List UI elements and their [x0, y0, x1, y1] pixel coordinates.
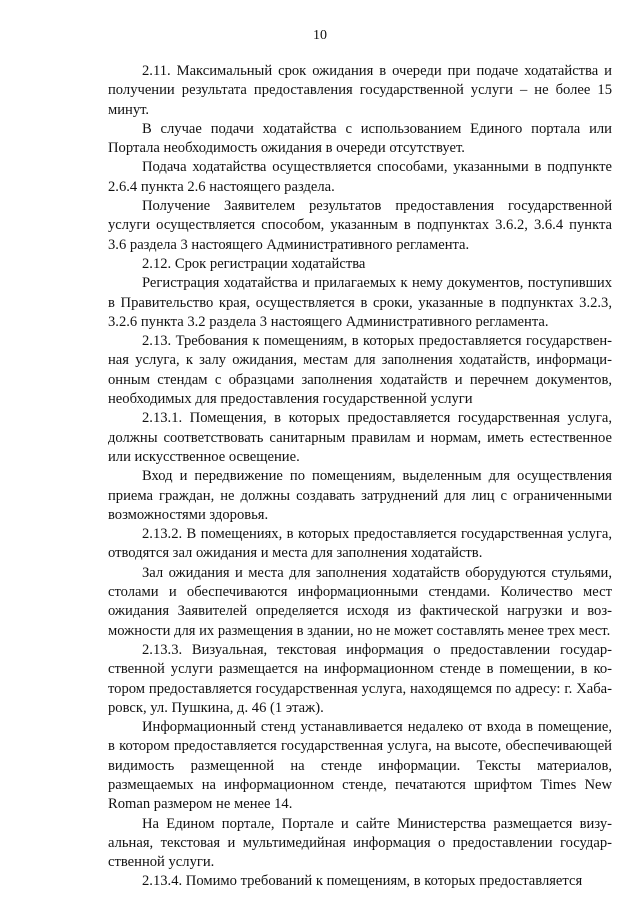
document-body [108, 62, 612, 892]
section-heading: 2.13. Требования к помещениям, в которых предоставляется государственная услуга, к залу ожидания, местам для заполнения ходатайств, информационным стендам с образцами заполнения ходатайств и перечнем документов, необходимых для предоставления государственной услуги [108, 333, 612, 408]
paragraph: Регистрация ходатайства и прилагаемых к нему документов, поступивших в Правительство края, осуществляется в сроки, указанные в подпунктах 3.2.3, 3.2.6 пункта 3.2 раздела 3 настоящего Административного регламента. [108, 275, 612, 330]
paragraph: Получение Заявителем результатов предоставления государственной услуги осуществляется способом, указанным в подпунктах 3.6.2, 3.6.4 пункта 3.6 раздела 3 настоящего Административного регламента. [108, 198, 612, 253]
paragraph: Вход и передвижение по помещениям, выделенным для осуществления приема граждан, не должны создавать затруднений для лиц с ограниченными возможностями здоровья. [108, 468, 612, 523]
paragraph: Зал ожидания и места для заполнения ходатайств оборудуются стульями, столами и обеспечиваются информационными стендами. Количество мест ожидания Заявителей определяется исходя из фактической нагрузки и возможности для их размещения в здании, но не может составлять менее трех мест. [108, 564, 612, 639]
paragraph: 2.13.1. Помещения, в которых предоставляется государственная услуга, должны соответствовать санитарным правилам и нормам, иметь естественное или искусственное освещение. [108, 410, 612, 465]
section-heading: 2.12. Срок регистрации ходатайства [142, 255, 366, 272]
paragraph: 2.11. Максимальный срок ожидания в очереди при подаче ходатайства и получении результата предоставления государственной услуги – не более 15 минут. [108, 63, 612, 118]
paragraph: 2.13.3. Визуальная, текстовая информация о предоставлении государственной услуги размещается на информационном стенде в помещении, в котором предоставляется государственная услуга, находящемся по адресу: г. Хабаровск, ул. Пушкина, д. 46 (1 этаж). [108, 641, 612, 716]
paragraph: В случае подачи ходатайства с использованием Единого портала или Портала необходимость ожидания в очереди отсутствует. [108, 120, 612, 157]
page-number: 10 [313, 28, 327, 43]
paragraph: На Едином портале, Портале и сайте Министерства размещается визуальная, текстовая и мультимедийная информация о предоставлении государственной услуги. [108, 815, 612, 871]
paragraph: 2.13.4. Помимо требований к помещениям, в которых предоставляется [142, 873, 583, 890]
paragraph: 2.13.2. В помещениях, в которых предоставляется государственная услуга, отводятся зал ожидания и места для заполнения ходатайств. [108, 526, 612, 562]
paragraph: Информационный стенд устанавливается недалеко от входа в помещение, в котором предоставляется государственная услуга, на высоте, обеспечивающей видимость размещенной на стенде информации. Тексты материалов, размещаемых на информационном стенде, печатаются шрифтом Times New Roman размером не менее 14. [108, 719, 612, 813]
paragraph: Подача ходатайства осуществляется способами, указанными в подпункте 2.6.4 пункта 2.6 настоящего раздела. [108, 159, 612, 195]
